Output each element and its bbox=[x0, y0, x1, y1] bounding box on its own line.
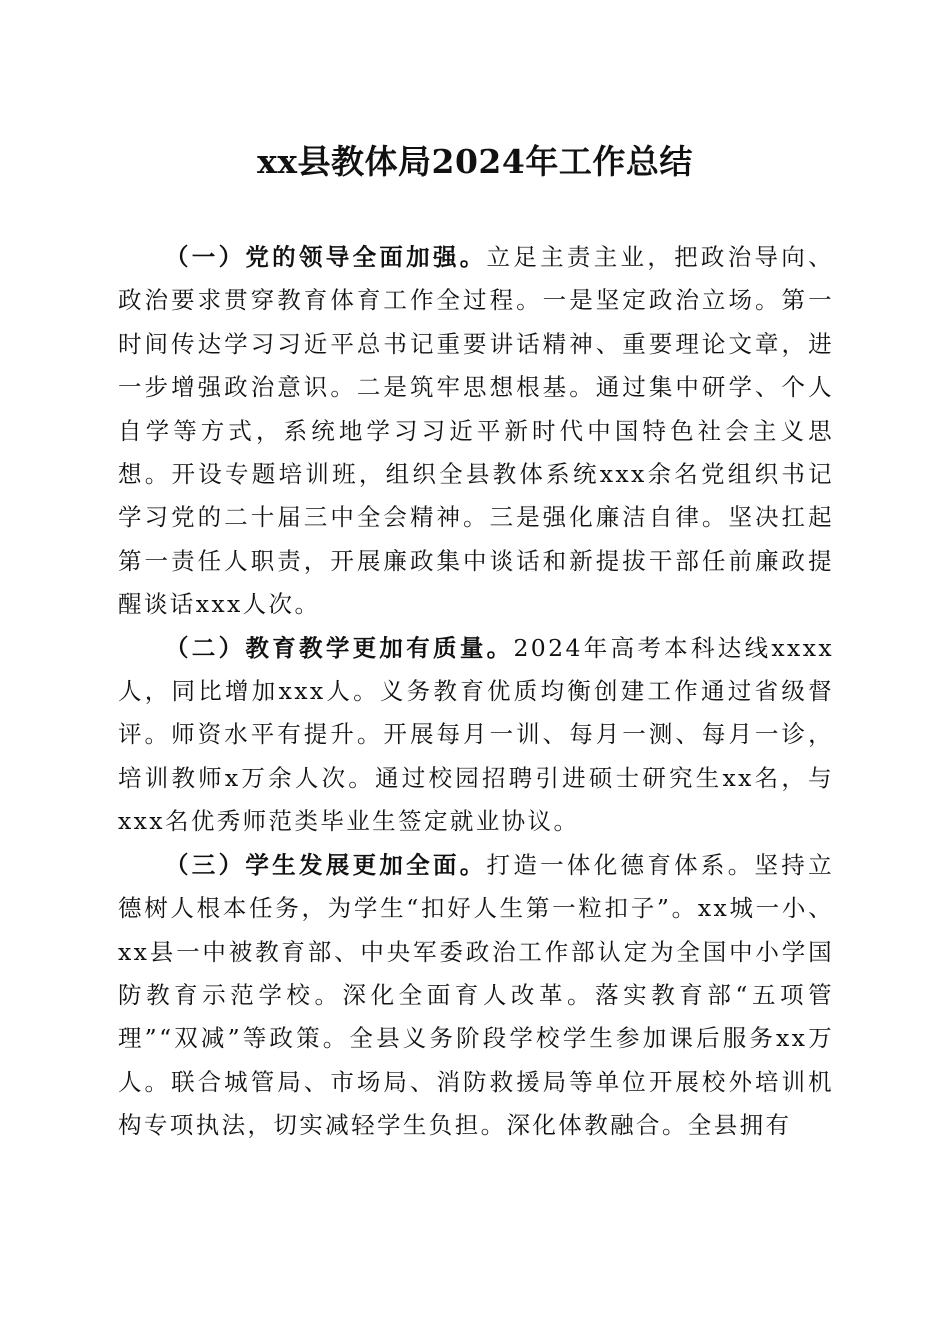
paragraph-teaching-quality bbox=[118, 627, 834, 844]
paragraph-student-development bbox=[118, 844, 834, 1148]
document-body bbox=[118, 236, 834, 1148]
paragraph-heading: （二）教育教学更加有质量。 bbox=[165, 633, 514, 662]
paragraph-heading: （三）学生发展更加全面。 bbox=[165, 850, 487, 879]
paragraph-text: 打造一体化德育体系。坚持立德树人根本任务，为学生“扣好人生第一粒扣子”。xx城一小、xx县一中被教育部、中央军委政治工作部认定为全国中小学国防教育示范学校。深化全面育人改革。落实教育部“五项管理”“双减”等政策。全县义务阶段学校学生参加课后服务xx万人。联合城管局、市场局、消防救援局等单位开展校外培训机构专项执法，切实减轻学生负担。深化体教融合。全县拥有 bbox=[118, 850, 834, 1140]
paragraph-heading: （一）党的领导全面加强。 bbox=[165, 243, 487, 271]
paragraph-party-leadership bbox=[118, 236, 834, 627]
paragraph-text: 立足主责主业，把政治导向、政治要求贯穿教育体育工作全过程。一是坚定政治立场。第一时间传达学习习近平总书记重要讲话精神、重要理论文章，进一步增强政治意识。二是筑牢思想根基。通过集中研学、个人自学等方式，系统地学习习近平新时代中国特色社会主义思想。开设专题培训班，组织全县教体系统xxx余名党组织书记学习党的二十届三中全会精神。三是强化廉洁自律。坚决扛起第一责任人职责，开展廉政集中谈话和新提拔干部任前廉政提醒谈话xxx人次。 bbox=[118, 243, 834, 619]
document-title: xx县教体局2024年工作总结 bbox=[257, 142, 693, 181]
paragraph-text: 2024年高考本科达线xxxx人，同比增加xxx人。义务教育优质均衡创建工作通过省级督评。师资水平有提升。开展每月一训、每月一测、每月一诊，培训教师x万余人次。通过校园招聘引进硕士研究生xx名，与xxx名优秀师范类毕业生签定就业协议。 bbox=[118, 633, 834, 836]
